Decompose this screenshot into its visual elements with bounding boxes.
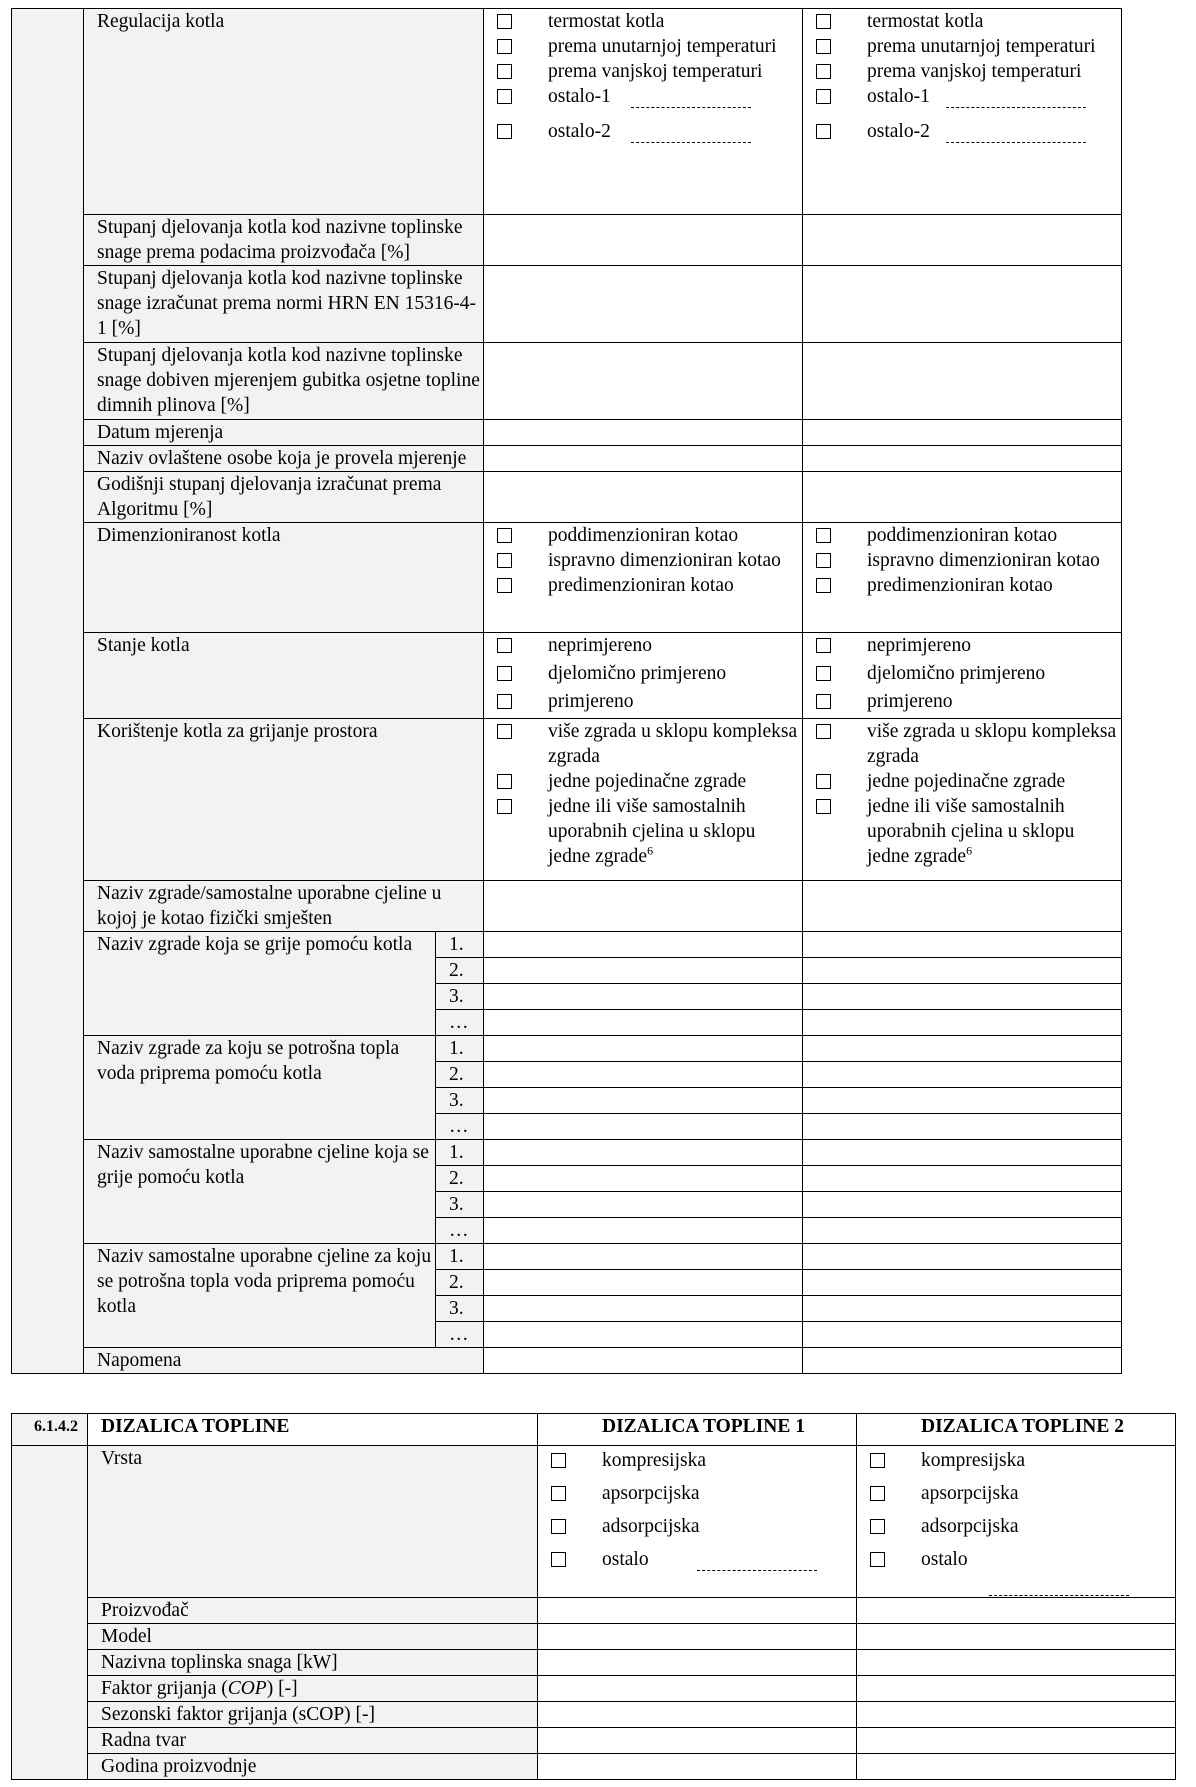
- input-cell[interactable]: [484, 1270, 803, 1296]
- input-cell[interactable]: [803, 984, 1122, 1010]
- checkbox[interactable]: [551, 1486, 566, 1501]
- option-label: adsorpcijska: [921, 1516, 1019, 1537]
- option-label: prema unutarnjoj temperaturi: [548, 36, 777, 57]
- fill-in-line[interactable]: [631, 141, 751, 143]
- checkbox[interactable]: [497, 724, 512, 739]
- checkbox[interactable]: [497, 799, 512, 814]
- option-label: ispravno dimenzioniran kotao: [867, 550, 1100, 571]
- footnote-mark: 6: [966, 843, 973, 858]
- row-number: …: [436, 1114, 484, 1140]
- input-cell[interactable]: [803, 1348, 1122, 1374]
- fill-in-line[interactable]: [946, 141, 1086, 143]
- input-cell[interactable]: [484, 1192, 803, 1218]
- option-label: ostalo: [602, 1549, 649, 1570]
- input-cell[interactable]: [538, 1702, 857, 1728]
- option-label: termostat kotla: [548, 11, 665, 32]
- row-label-stupanj-mjerenje: Stupanj djelovanja kotla kod nazivne toplinske snage dobiven mjerenjem gubitka osjetne topline dimnih plinova [%]: [84, 343, 484, 420]
- cop-label-text: Faktor grijanja (COP) [-]: [101, 1678, 298, 1699]
- option-label: djelomično primjereno: [548, 663, 727, 684]
- koristenje-col2: [803, 719, 1122, 881]
- row-label-dimenzioniranost: Dimenzioniranost kotla: [84, 523, 484, 633]
- row-label-ovlastena-osoba: Naziv ovlaštene osobe koja je provela mjerenje: [84, 446, 484, 472]
- checkbox[interactable]: [497, 553, 512, 568]
- vrsta-col1: [538, 1446, 857, 1598]
- row-number: 1.: [436, 1036, 484, 1062]
- checkbox[interactable]: [497, 578, 512, 593]
- checkbox[interactable]: [551, 1552, 566, 1567]
- checkbox[interactable]: [816, 724, 831, 739]
- input-cell[interactable]: [484, 1062, 803, 1088]
- input-cell[interactable]: [484, 932, 803, 958]
- input-cell[interactable]: [803, 1244, 1122, 1270]
- input-cell[interactable]: [538, 1598, 857, 1624]
- checkbox[interactable]: [816, 694, 831, 709]
- checkbox[interactable]: [497, 124, 512, 139]
- row-label-grupa2: Naziv zgrade za koju se potrošna topla voda priprema pomoću kotla: [84, 1036, 436, 1140]
- row-number: …: [436, 1218, 484, 1244]
- row-number: 3.: [436, 1296, 484, 1322]
- option-label: prema vanjskoj temperaturi: [548, 61, 763, 82]
- option-label: neprimjereno: [548, 635, 652, 656]
- fill-in-line[interactable]: [631, 106, 751, 108]
- input-cell[interactable]: [803, 1140, 1122, 1166]
- input-cell[interactable]: [484, 1244, 803, 1270]
- checkbox[interactable]: [497, 14, 512, 29]
- column-header-1: DIZALICA TOPLINE 1: [538, 1414, 857, 1446]
- row-label-vrsta: Vrsta: [88, 1446, 538, 1598]
- regulacija-col2: [803, 9, 1122, 215]
- option-label: kompresijska: [602, 1450, 706, 1471]
- option-label: prema vanjskoj temperaturi: [867, 61, 1082, 82]
- input-cell[interactable]: [803, 958, 1122, 984]
- checkbox[interactable]: [816, 89, 831, 104]
- input-cell[interactable]: [484, 1322, 803, 1348]
- input-cell[interactable]: [484, 472, 803, 523]
- row-number: …: [436, 1322, 484, 1348]
- input-cell[interactable]: [484, 1140, 803, 1166]
- dimenzioniranost-col2: [803, 523, 1122, 633]
- row-label-proizvodac: Proizvođač: [88, 1598, 538, 1624]
- option-label: jedne ili više samostalnih uporabnih cjelina u sklopu jedne zgrade: [867, 796, 1075, 867]
- option-label: poddimenzioniran kotao: [867, 525, 1058, 546]
- input-cell[interactable]: [484, 1218, 803, 1244]
- input-cell[interactable]: [484, 881, 803, 932]
- row-label-datum: Datum mjerenja: [84, 420, 484, 446]
- footnote-mark: 6: [647, 843, 654, 858]
- option-label: apsorpcijska: [602, 1483, 700, 1504]
- checkbox[interactable]: [551, 1453, 566, 1468]
- row-label-grupa4: Naziv samostalne uporabne cjeline za koju se potrošna topla voda priprema pomoću kotla: [84, 1244, 436, 1348]
- option-label: ostalo-2: [548, 121, 611, 142]
- input-cell[interactable]: [803, 343, 1122, 420]
- checkbox[interactable]: [816, 39, 831, 54]
- option-label: prema unutarnjoj temperaturi: [867, 36, 1096, 57]
- vrsta-col2: [857, 1446, 1176, 1598]
- checkbox[interactable]: [816, 774, 831, 789]
- checkbox[interactable]: [497, 638, 512, 653]
- input-cell[interactable]: [857, 1624, 1176, 1650]
- checkbox[interactable]: [551, 1519, 566, 1534]
- option-label: neprimjereno: [867, 635, 971, 656]
- row-number: 2.: [436, 1270, 484, 1296]
- option-label: apsorpcijska: [921, 1483, 1019, 1504]
- option-label: poddimenzioniran kotao: [548, 525, 739, 546]
- stanje-col1: [484, 633, 803, 719]
- row-number: 1.: [436, 1140, 484, 1166]
- row-label-nazivna-snaga: Nazivna toplinska snaga [kW]: [88, 1650, 538, 1676]
- checkbox[interactable]: [816, 528, 831, 543]
- input-cell[interactable]: [803, 266, 1122, 343]
- row-label-stanje: Stanje kotla: [84, 633, 484, 719]
- option-label: jedne pojedinačne zgrade: [867, 771, 1066, 792]
- row-label-cop: [88, 1676, 538, 1702]
- input-cell[interactable]: [803, 1270, 1122, 1296]
- option-label: djelomično primjereno: [867, 663, 1046, 684]
- input-cell[interactable]: [803, 1192, 1122, 1218]
- section-code: 6.1.4.2: [12, 1414, 88, 1446]
- checkbox[interactable]: [816, 799, 831, 814]
- option-label: predimenzioniran kotao: [867, 575, 1053, 596]
- left-margin-column: [12, 9, 84, 1374]
- stanje-col2: [803, 633, 1122, 719]
- checkbox[interactable]: [816, 553, 831, 568]
- input-cell[interactable]: [803, 1010, 1122, 1036]
- row-number: 1.: [436, 932, 484, 958]
- row-label-godina: Godina proizvodnje: [88, 1754, 538, 1780]
- row-number: …: [436, 1010, 484, 1036]
- fill-in-line[interactable]: [946, 106, 1086, 108]
- input-cell[interactable]: [538, 1728, 857, 1754]
- checkbox[interactable]: [816, 124, 831, 139]
- input-cell[interactable]: [484, 1296, 803, 1322]
- option-label: kompresijska: [921, 1450, 1025, 1471]
- option-label: ispravno dimenzioniran kotao: [548, 550, 781, 571]
- fill-in-line[interactable]: [989, 1594, 1129, 1596]
- input-cell[interactable]: [857, 1650, 1176, 1676]
- input-cell[interactable]: [857, 1754, 1176, 1780]
- input-cell[interactable]: [803, 472, 1122, 523]
- row-label-radna-tvar: Radna tvar: [88, 1728, 538, 1754]
- input-cell[interactable]: [484, 343, 803, 420]
- checkbox[interactable]: [816, 14, 831, 29]
- input-cell[interactable]: [538, 1676, 857, 1702]
- input-cell[interactable]: [484, 1088, 803, 1114]
- row-label-naziv-smjesten: Naziv zgrade/samostalne uporabne cjeline u kojoj je kotao fizički smješten: [84, 881, 484, 932]
- row-number: 3.: [436, 1088, 484, 1114]
- column-header-2: DIZALICA TOPLINE 2: [857, 1414, 1176, 1446]
- row-number: 2.: [436, 1062, 484, 1088]
- option-label: ostalo-2: [867, 121, 930, 142]
- row-label-godisnji: Godišnji stupanj djelovanja izračunat prema Algoritmu [%]: [84, 472, 484, 523]
- checkbox[interactable]: [816, 666, 831, 681]
- input-cell[interactable]: [538, 1624, 857, 1650]
- checkbox[interactable]: [497, 774, 512, 789]
- option-label: jedne pojedinačne zgrade: [548, 771, 747, 792]
- option-label: termostat kotla: [867, 11, 984, 32]
- regulacija-col1: [484, 9, 803, 215]
- input-cell[interactable]: [484, 1348, 803, 1374]
- input-cell[interactable]: [484, 1010, 803, 1036]
- input-cell[interactable]: [484, 266, 803, 343]
- heat-pump-table: [11, 1413, 1176, 1780]
- row-label-scop: Sezonski faktor grijanja (sCOP) [-]: [88, 1702, 538, 1728]
- option-label: ostalo-1: [867, 86, 930, 107]
- option-label: primjereno: [548, 691, 634, 712]
- checkbox[interactable]: [816, 64, 831, 79]
- row-number: 2.: [436, 958, 484, 984]
- input-cell[interactable]: [803, 1062, 1122, 1088]
- option-label: jedne ili više samostalnih uporabnih cjelina u sklopu jedne zgrade: [548, 796, 756, 867]
- boiler-table: [11, 8, 1122, 1374]
- checkbox[interactable]: [870, 1486, 885, 1501]
- input-cell[interactable]: [484, 984, 803, 1010]
- row-label-grupa1: Naziv zgrade koja se grije pomoću kotla: [84, 932, 436, 1036]
- input-cell[interactable]: [484, 446, 803, 472]
- option-label: primjereno: [867, 691, 953, 712]
- checkbox[interactable]: [816, 638, 831, 653]
- checkbox[interactable]: [497, 666, 512, 681]
- input-cell[interactable]: [803, 446, 1122, 472]
- input-cell[interactable]: [803, 1218, 1122, 1244]
- section-title: DIZALICA TOPLINE: [88, 1414, 538, 1446]
- input-cell[interactable]: [857, 1676, 1176, 1702]
- input-cell[interactable]: [803, 1036, 1122, 1062]
- dimenzioniranost-col1: [484, 523, 803, 633]
- input-cell[interactable]: [538, 1650, 857, 1676]
- row-label-grupa3: Naziv samostalne uporabne cjeline koja se grije pomoću kotla: [84, 1140, 436, 1244]
- checkbox[interactable]: [497, 39, 512, 54]
- input-cell[interactable]: [484, 1114, 803, 1140]
- checkbox[interactable]: [497, 64, 512, 79]
- row-number: 2.: [436, 1166, 484, 1192]
- input-cell[interactable]: [803, 420, 1122, 446]
- checkbox[interactable]: [497, 694, 512, 709]
- fill-in-line[interactable]: [697, 1569, 817, 1571]
- row-label-koristenje: Korištenje kotla za grijanje prostora: [84, 719, 484, 881]
- row-label-regulacija: Regulacija kotla: [84, 9, 484, 215]
- input-cell[interactable]: [803, 1088, 1122, 1114]
- option-label: adsorpcijska: [602, 1516, 700, 1537]
- option-label: predimenzioniran kotao: [548, 575, 734, 596]
- input-cell[interactable]: [538, 1754, 857, 1780]
- input-cell[interactable]: [803, 1322, 1122, 1348]
- checkbox[interactable]: [497, 528, 512, 543]
- input-cell[interactable]: [803, 881, 1122, 932]
- input-cell[interactable]: [803, 1114, 1122, 1140]
- left-margin-column: [12, 1446, 88, 1780]
- row-label-model: Model: [88, 1624, 538, 1650]
- checkbox[interactable]: [870, 1519, 885, 1534]
- row-label-stupanj-norma: Stupanj djelovanja kotla kod nazivne toplinske snage izračunat prema normi HRN EN 15316-4-1 [%]: [84, 266, 484, 343]
- input-cell[interactable]: [857, 1728, 1176, 1754]
- input-cell[interactable]: [857, 1598, 1176, 1624]
- checkbox[interactable]: [816, 578, 831, 593]
- option-label: više zgrada u sklopu kompleksa zgrada: [548, 721, 798, 767]
- option-label: ostalo: [921, 1549, 968, 1570]
- row-number: 3.: [436, 984, 484, 1010]
- row-label-napomena: Napomena: [84, 1348, 484, 1374]
- checkbox[interactable]: [870, 1453, 885, 1468]
- input-cell[interactable]: [803, 215, 1122, 266]
- input-cell[interactable]: [857, 1702, 1176, 1728]
- option-label: više zgrada u sklopu kompleksa zgrada: [867, 721, 1117, 767]
- koristenje-col1: [484, 719, 803, 881]
- input-cell[interactable]: [484, 420, 803, 446]
- option-label: ostalo-1: [548, 86, 611, 107]
- input-cell[interactable]: [484, 1036, 803, 1062]
- row-label-stupanj-proizvodac: Stupanj djelovanja kotla kod nazivne toplinske snage prema podacima proizvođača [%]: [84, 215, 484, 266]
- input-cell[interactable]: [803, 1296, 1122, 1322]
- input-cell[interactable]: [803, 932, 1122, 958]
- row-number: 1.: [436, 1244, 484, 1270]
- input-cell[interactable]: [484, 958, 803, 984]
- row-number: 3.: [436, 1192, 484, 1218]
- checkbox[interactable]: [870, 1552, 885, 1567]
- checkbox[interactable]: [497, 89, 512, 104]
- input-cell[interactable]: [803, 1166, 1122, 1192]
- input-cell[interactable]: [484, 1166, 803, 1192]
- input-cell[interactable]: [484, 215, 803, 266]
